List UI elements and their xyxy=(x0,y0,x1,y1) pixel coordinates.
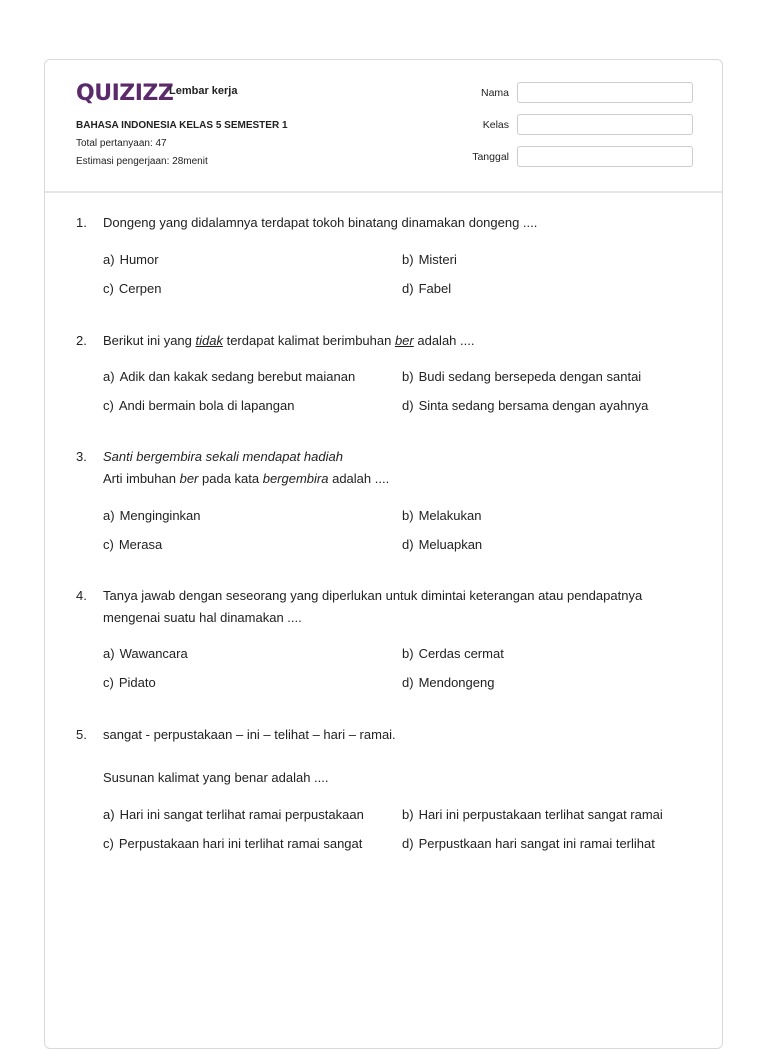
question-text: Dongeng yang didalamnya terdapat tokoh binatang dinamakan dongeng .... xyxy=(103,215,538,230)
question-text xyxy=(103,330,683,352)
option-a xyxy=(103,645,188,663)
option-text: Meluapkan xyxy=(418,537,483,552)
option-b xyxy=(402,645,504,663)
option-letter: c) xyxy=(103,537,114,552)
worksheet-page xyxy=(44,59,723,1049)
emphasis-word: bergembira xyxy=(262,471,329,486)
option-d xyxy=(402,536,482,554)
text-part: Berikut ini yang xyxy=(103,333,196,348)
option-b xyxy=(402,251,457,269)
class-field[interactable] xyxy=(517,114,693,135)
question-text xyxy=(103,446,683,490)
emphasis-word: ber xyxy=(394,333,414,348)
question-text: sangat - perpustakaan – ini – telihat – hari – ramai. xyxy=(103,727,396,742)
question-number: 2. xyxy=(76,333,87,348)
option-text: Humor xyxy=(119,252,159,267)
text-part: Arti imbuhan xyxy=(103,471,180,486)
option-d xyxy=(402,835,655,853)
option-text: Perpustkaan hari sangat ini ramai terlihat xyxy=(418,836,655,851)
question-number: 3. xyxy=(76,449,87,464)
class-label: Kelas xyxy=(482,119,509,131)
quizizz-logo: QUIZIZZ xyxy=(76,81,174,106)
question-number: 1. xyxy=(76,215,87,230)
option-text: Merasa xyxy=(118,537,163,552)
option-text: Mendongeng xyxy=(418,675,495,690)
name-label: Nama xyxy=(480,87,509,99)
worksheet-header xyxy=(45,60,722,193)
option-text: Hari ini perpustakaan terlihat sangat ramai xyxy=(418,807,663,822)
option-letter: c) xyxy=(103,836,114,851)
document-title: BAHASA INDONESIA KELAS 5 SEMESTER 1 xyxy=(76,120,288,131)
option-d xyxy=(402,674,494,692)
option-text: Hari ini sangat terlihat ramai perpustakaan xyxy=(119,807,364,822)
option-letter: c) xyxy=(103,281,114,296)
estimated-time: Estimasi pengerjaan: 28menit xyxy=(76,156,208,167)
option-a xyxy=(103,251,159,269)
option-letter: b) xyxy=(402,646,414,661)
option-d xyxy=(402,280,451,298)
emphasis-word: ber xyxy=(179,471,199,486)
option-c xyxy=(103,674,156,692)
emphasis-word: tidak xyxy=(195,333,223,348)
question-prompt xyxy=(103,468,683,490)
option-text: Misteri xyxy=(418,252,457,267)
option-b xyxy=(402,368,641,386)
option-b xyxy=(402,507,481,525)
option-text: Andi bermain bola di lapangan xyxy=(118,398,295,413)
option-c xyxy=(103,536,162,554)
question-prompt: Susunan kalimat yang benar adalah .... xyxy=(103,770,329,785)
option-letter: a) xyxy=(103,252,115,267)
option-a xyxy=(103,507,201,525)
option-letter: d) xyxy=(402,537,414,552)
option-letter: a) xyxy=(103,646,115,661)
option-text: Wawancara xyxy=(119,646,188,661)
option-text: Melakukan xyxy=(418,508,482,523)
option-letter: a) xyxy=(103,807,115,822)
option-text: Sinta sedang bersama dengan ayahnya xyxy=(418,398,649,413)
option-c xyxy=(103,835,362,853)
option-text: Menginginkan xyxy=(119,508,201,523)
worksheet-label: Lembar kerja xyxy=(169,85,238,97)
name-field[interactable] xyxy=(517,82,693,103)
option-letter: c) xyxy=(103,675,114,690)
option-c xyxy=(103,397,294,415)
date-label: Tanggal xyxy=(472,151,509,163)
option-letter: d) xyxy=(402,675,414,690)
option-a xyxy=(103,368,355,386)
option-text: Adik dan kakak sedang berebut maianan xyxy=(119,369,356,384)
date-field[interactable] xyxy=(517,146,693,167)
total-questions: Total pertanyaan: 47 xyxy=(76,138,167,149)
option-letter: d) xyxy=(402,398,414,413)
option-letter: a) xyxy=(103,369,115,384)
text-part: adalah .... xyxy=(328,471,390,486)
option-letter: d) xyxy=(402,281,414,296)
option-letter: d) xyxy=(402,836,414,851)
text-part: pada kata xyxy=(198,471,263,486)
option-letter: c) xyxy=(103,398,114,413)
option-text: Pidato xyxy=(118,675,156,690)
option-text: Fabel xyxy=(418,281,452,296)
text-part: adalah .... xyxy=(413,333,475,348)
option-b xyxy=(402,806,663,824)
option-d xyxy=(402,397,648,415)
option-letter: b) xyxy=(402,508,414,523)
question-text: Tanya jawab dengan seseorang yang diperlukan untuk dimintai keterangan atau pendapatnya mengenai suatu hal dinamakan .... xyxy=(103,588,643,625)
option-c xyxy=(103,280,161,298)
question-number: 5. xyxy=(76,727,87,742)
option-letter: b) xyxy=(402,252,414,267)
option-a xyxy=(103,806,364,824)
option-text: Perpustakaan hari ini terlihat ramai sangat xyxy=(118,836,363,851)
text-part: terdapat kalimat berimbuhan xyxy=(222,333,395,348)
option-text: Budi sedang bersepeda dengan santai xyxy=(418,369,642,384)
option-letter: a) xyxy=(103,508,115,523)
question-sentence: Santi bergembira sekali mendapat hadiah xyxy=(103,449,343,464)
option-letter: b) xyxy=(402,369,414,384)
option-text: Cerdas cermat xyxy=(418,646,504,661)
option-text: Cerpen xyxy=(118,281,162,296)
question-number: 4. xyxy=(76,588,87,603)
option-letter: b) xyxy=(402,807,414,822)
